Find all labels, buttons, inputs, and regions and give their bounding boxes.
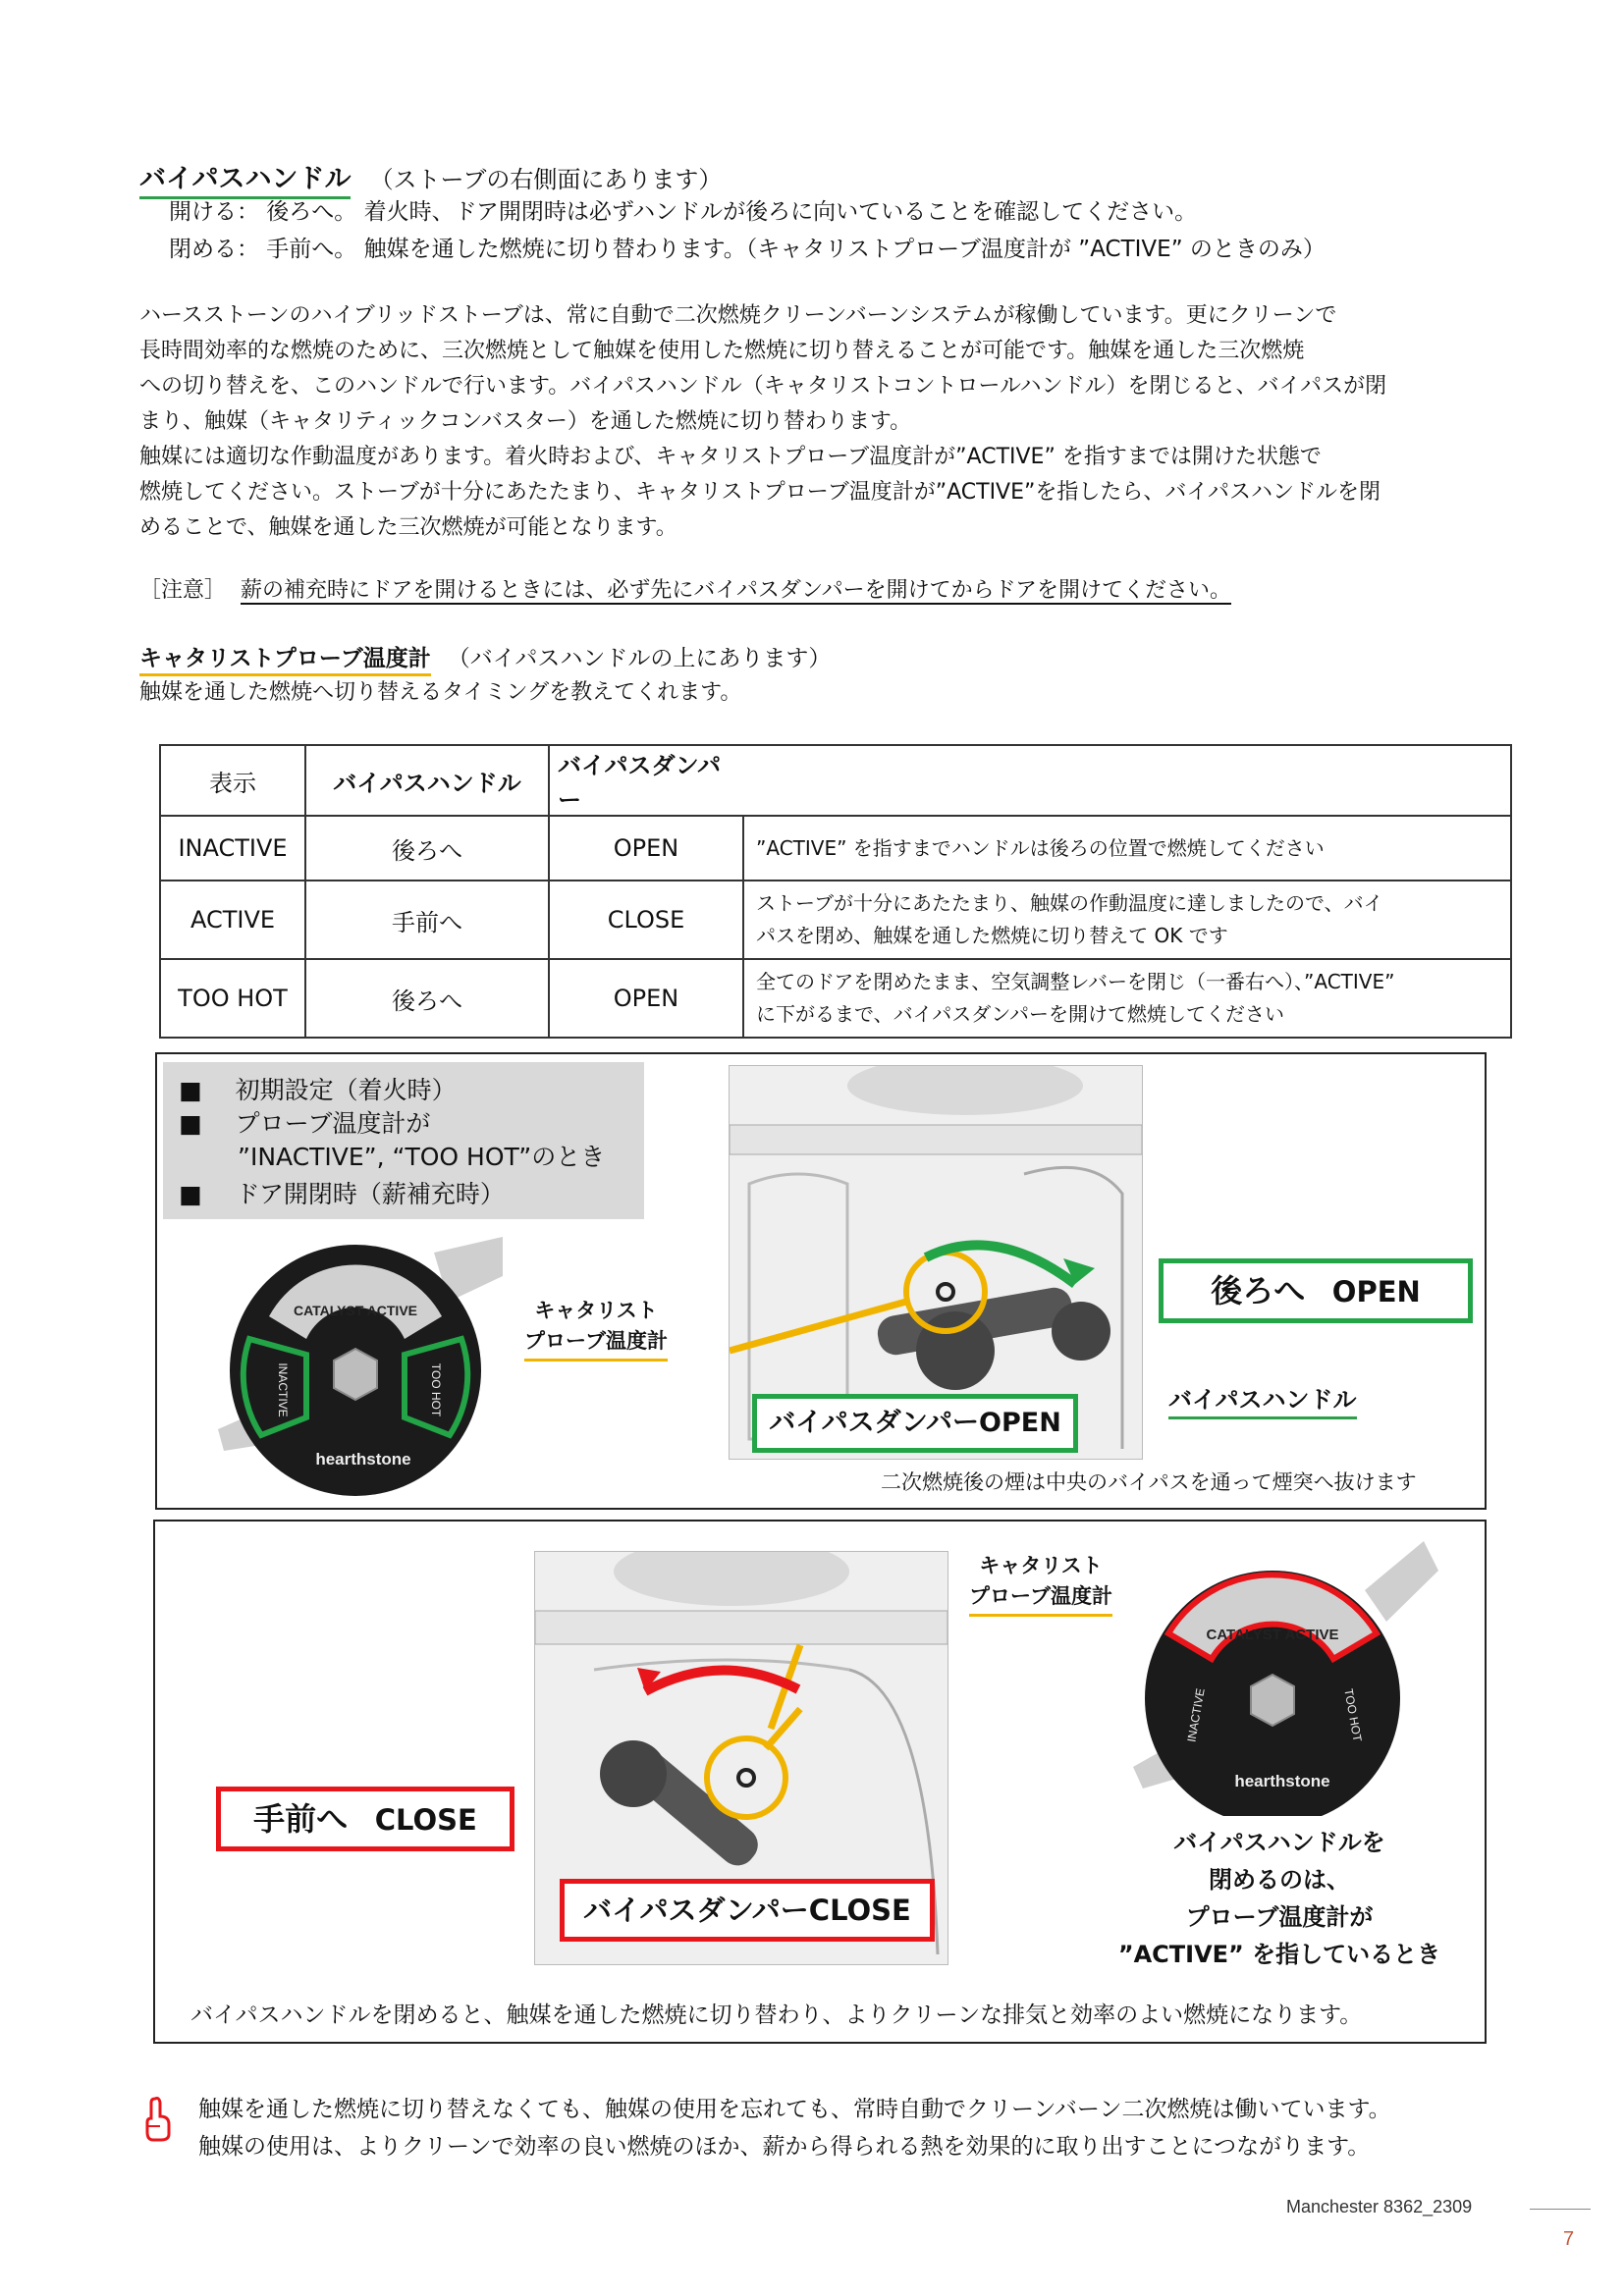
cell-damper: CLOSE <box>549 881 743 959</box>
table-row <box>160 959 1511 1038</box>
probe-desc: 触媒を通した燃焼へ切り替えるタイミングを教えてくれます。 <box>139 680 742 705</box>
dial-toohot-label: TOO HOT <box>429 1362 443 1417</box>
footer-doc-id: Manchester 8362_2309 <box>1286 2197 1473 2216</box>
cell-damper: OPEN <box>549 959 743 1038</box>
damper-open-box: バイパスダンパーOPEN <box>752 1394 1078 1453</box>
cell-display: TOO HOT <box>160 959 305 1038</box>
close-en-label: CLOSE <box>374 1803 477 1837</box>
tip-line: 触媒を通した燃焼に切り替えなくても、触媒の使用を忘れても、常時自動でクリーンバーン二次燃焼は働いています。 <box>198 2097 1391 2122</box>
probe-table <box>159 744 1512 1039</box>
close-note-line: プローブ温度計が <box>1185 1903 1374 1931</box>
body-line: 触媒には適切な作動温度があります。着火時および、キャタリストプローブ温度計が”ACTIVE” を指すまでは開けた状態で <box>139 445 1322 469</box>
open-line: 開ける： 後ろへ。 着火時、ドア開閉時は必ずハンドルが後ろに向いていることを確認してください。 <box>169 199 1198 225</box>
open-jp-label: 後ろへ <box>1211 1272 1306 1309</box>
bullet-item: ■ ドア開閉時（薪補充時） <box>179 1180 505 1208</box>
tip-line: 触媒の使用は、よりクリーンで効率の良い燃焼のほか、薪から得られる熱を効果的に取り出すことにつながります。 <box>198 2134 1371 2160</box>
open-box <box>1159 1258 1473 1323</box>
body-line: 長時間効率的な燃焼のために、三次燃焼として触媒を使用した燃焼に切り替えることが可能です。触媒を通した三次燃焼 <box>139 339 1305 363</box>
close-caption: バイパスハンドルを閉めると、触媒を通した燃焼に切り替わり、よりクリーンな排気と効率のよい燃焼になります。 <box>190 2002 1363 2028</box>
caution-note <box>139 573 1231 609</box>
cell-handle: 手前へ <box>305 881 549 959</box>
probe-label-line: キャタリスト <box>979 1554 1103 1577</box>
header-display: 表示 <box>160 745 305 816</box>
close-note-line: バイパスハンドルを <box>1173 1829 1385 1856</box>
cell-handle: 後ろへ <box>305 959 549 1038</box>
cell-display: INACTIVE <box>160 816 305 881</box>
note-line: に下がるまで、バイパスダンパーを開けて燃焼してください <box>756 1002 1284 1026</box>
bypass-title: バイパスハンドル <box>139 164 351 199</box>
cell-note <box>743 959 1511 1038</box>
note-line: 全てのドアを閉めたまま、空気調整レバーを閉じ（一番右へ）、”ACTIVE” <box>756 970 1395 993</box>
bullet-item: ■ 初期設定（着火時） <box>179 1076 457 1104</box>
note-line: ”ACTIVE” を指すまでハンドルは後ろの位置で燃焼してください <box>756 835 1325 860</box>
probe-dial-open <box>208 1233 503 1498</box>
bypass-location: （ストーブの右側面にあります） <box>369 166 723 193</box>
dial-inactive-label: INACTIVE <box>276 1362 290 1417</box>
body-line: への切り替えを、このハンドルで行います。バイパスハンドル（キャタリストコントロールハンドル）を閉じると、バイパスが閉 <box>139 374 1387 399</box>
table-header-row <box>160 745 1511 816</box>
footer-rule <box>1530 2209 1591 2210</box>
dial-brand-label: hearthstone <box>315 1450 411 1468</box>
dial-brand-label: hearthstone <box>1234 1772 1330 1790</box>
bypass-heading <box>139 157 722 195</box>
header-handle: バイパスハンドル <box>305 745 549 816</box>
table-row <box>160 881 1511 959</box>
tip-text <box>198 2091 1391 2165</box>
probe-label-line: キャタリスト <box>534 1299 658 1322</box>
probe-location: （バイパスハンドルの上にあります） <box>447 646 832 671</box>
body-line: まり、触媒（キャタリティックコンバスター）を通した燃焼に切り替わります。 <box>139 409 912 434</box>
dial-active-label: CATALYST ACTIVE <box>1206 1627 1339 1643</box>
caution-text: 薪の補充時にドアを開けるときには、必ず先にバイパスダンパーを開けてからドアを開けてください。 <box>241 578 1231 603</box>
probe-heading <box>139 640 831 672</box>
probe-title: キャタリストプローブ温度計 <box>139 646 431 676</box>
header-empty <box>743 745 1511 816</box>
body-line: 燃焼してください。ストーブが十分にあたたまり、キャタリストプローブ温度計が”ACTIVE”を指したら、バイパスハンドルを閉 <box>139 480 1380 505</box>
cell-note <box>743 816 1511 881</box>
cell-note <box>743 881 1511 959</box>
pointing-hand-icon <box>143 2097 173 2142</box>
close-line: 閉める： 手前へ。 触媒を通した燃焼に切り替わります。（キャタリストプローブ温度計が ”ACTIVE” のときのみ） <box>169 237 1326 262</box>
body-line: めることで、触媒を通した三次燃焼が可能となります。 <box>139 515 677 540</box>
probe-dial-close <box>1129 1531 1443 1816</box>
cell-damper: OPEN <box>549 816 743 881</box>
bullet-item: ■ プローブ温度計が <box>179 1109 431 1138</box>
bullet-cont: ”INACTIVE”, “TOO HOT”のとき <box>238 1143 606 1171</box>
close-jp-label: 手前へ <box>253 1800 349 1838</box>
close-box <box>216 1787 514 1851</box>
open-caption: 二次燃焼後の煙は中央のバイパスを通って煙突へ抜けます <box>881 1470 1417 1494</box>
cell-display: ACTIVE <box>160 881 305 959</box>
cell-handle: 後ろへ <box>305 816 549 881</box>
close-note-line: 閉めるのは、 <box>1209 1866 1350 1894</box>
probe-label-open <box>503 1296 689 1362</box>
dial-active-label: CATALYST ACTIVE <box>293 1303 418 1318</box>
note-line: ストーブが十分にあたたまり、触媒の作動温度に達しましたので、バイ <box>756 891 1383 915</box>
caution-label: ［注意］ <box>139 578 227 603</box>
dial-toohot-label: TOO HOT <box>1341 1687 1365 1743</box>
header-damper: バイパスダンパー <box>549 745 743 816</box>
close-note-line: ”ACTIVE” を指しているとき <box>1117 1941 1441 1968</box>
probe-label-close <box>943 1551 1139 1617</box>
note-line: パスを閉め、触媒を通した燃焼に切り替えて OK です <box>756 924 1228 947</box>
body-paragraph <box>139 298 1386 546</box>
open-en-label: OPEN <box>1331 1275 1421 1308</box>
handle-label-open: バイパスハンドル <box>1168 1380 1357 1419</box>
body-line: ハースストーンのハイブリッドストーブは、常に自動で二次燃焼クリーンバーンシステムが稼働しています。更にクリーンで <box>139 303 1337 328</box>
page-number: 7 <box>1563 2228 1575 2250</box>
close-note <box>1098 1824 1461 1973</box>
probe-label-line: プローブ温度計 <box>969 1581 1112 1617</box>
dial-inactive-label: INACTIVE <box>1184 1686 1208 1743</box>
open-conditions-box <box>163 1062 644 1219</box>
table-row <box>160 816 1511 881</box>
probe-label-line: プローブ温度計 <box>524 1326 668 1362</box>
damper-close-box: バイパスダンパーCLOSE <box>560 1879 935 1942</box>
